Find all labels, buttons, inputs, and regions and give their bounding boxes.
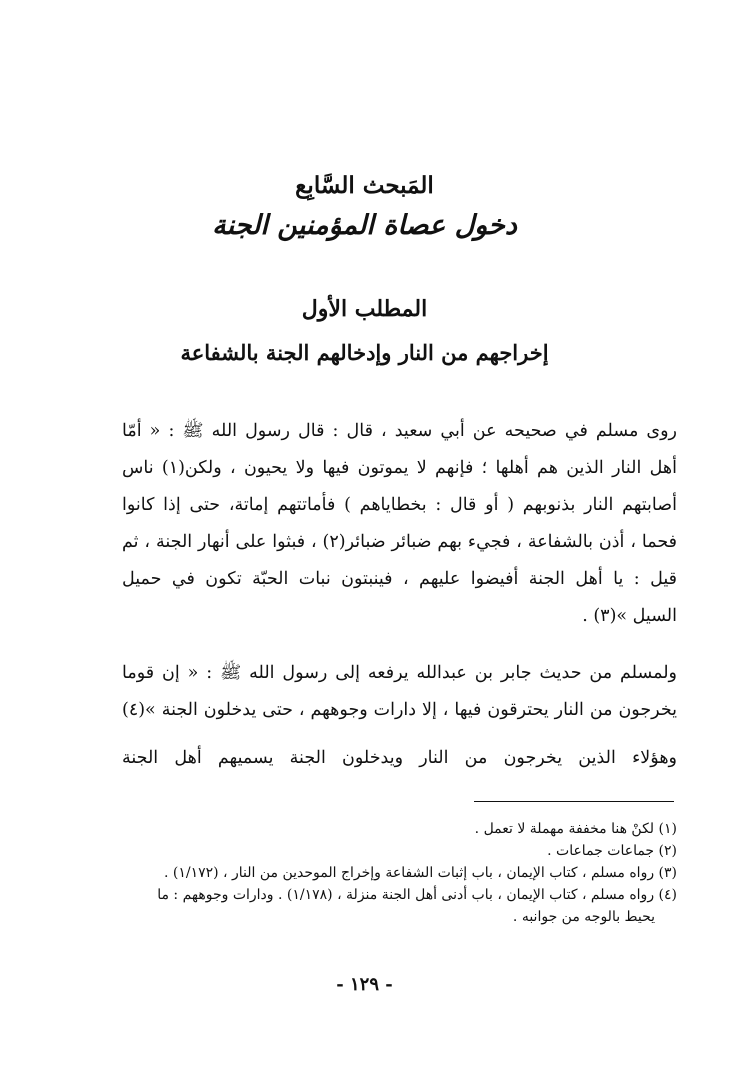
text-line: يخرجون من النار يحترقون فيها ، إلا دارات وجوههم ، حتى يدخلون الجنة »(٤) [122, 700, 677, 720]
paragraph [122, 740, 677, 777]
text-line: ولمسلم من حديث جابر بن عبدالله يرفعه إلى رسول الله ﷺ : « إن قوما [122, 663, 677, 683]
paragraph [122, 413, 677, 635]
text-line: أهل النار الذين هم أهلها ؛ فإنهم لا يموتون فيها ولا يحيون ، ولكن(١) ناس [122, 458, 677, 478]
footnote: (٣) رواه مسلم ، كتاب الإيمان ، باب إثبات الشفاعة وإخراج الموحدين من النار ، (١/١٧٢) . [163, 865, 677, 881]
footnotes [140, 818, 677, 928]
chapter-subtitle: دخول عصاة المؤمنين الجنة [212, 210, 517, 241]
footnote: (٤) رواه مسلم ، كتاب الإيمان ، باب أدنى أهل الجنة منزلة ، (١/١٧٨) . ودارات وجوههم : ما [157, 887, 677, 903]
section-title: المطلب الأول [301, 296, 428, 322]
text-line: السيل »(٣) . [582, 606, 677, 626]
footnote-divider [474, 801, 674, 802]
text-line: روى مسلم في صحيحه عن أبي سعيد ، قال : قال رسول الله ﷺ : « أمّا [122, 421, 677, 441]
text-line: أصابتهم النار بذنوبهم ( أو قال : بخطاياهم ) فأماتتهم إماتة، حتى إذا كانوا [122, 495, 677, 515]
footnote: (١) لكنْ هنا مخففة مهملة لا تعمل . [474, 821, 677, 837]
chapter-title: المَبحث السَّابِع [295, 172, 434, 199]
text-line: قيل : يا أهل الجنة أفيضوا عليهم ، فينبتون نبات الحبّة تكون في حميل [122, 569, 677, 589]
text-line: فحما ، أذن بالشفاعة ، فجيء بهم ضبائر ضبائر(٢) ، فبثوا على أنهار الجنة ، ثم [122, 532, 677, 552]
paragraph [122, 655, 677, 729]
footnote: (٢) جماعات جماعات . [547, 843, 677, 859]
page-number: - ١٢٩ - [336, 974, 393, 995]
text-line: وهؤلاء الذين يخرجون من النار ويدخلون الجنة يسميهم أهل الجنة [122, 748, 677, 768]
footnote-continuation: يحيط بالوجه من جوانبه . [512, 909, 655, 925]
section-subtitle: إخراجهم من النار وإدخالهم الجنة بالشفاعة [180, 340, 549, 365]
